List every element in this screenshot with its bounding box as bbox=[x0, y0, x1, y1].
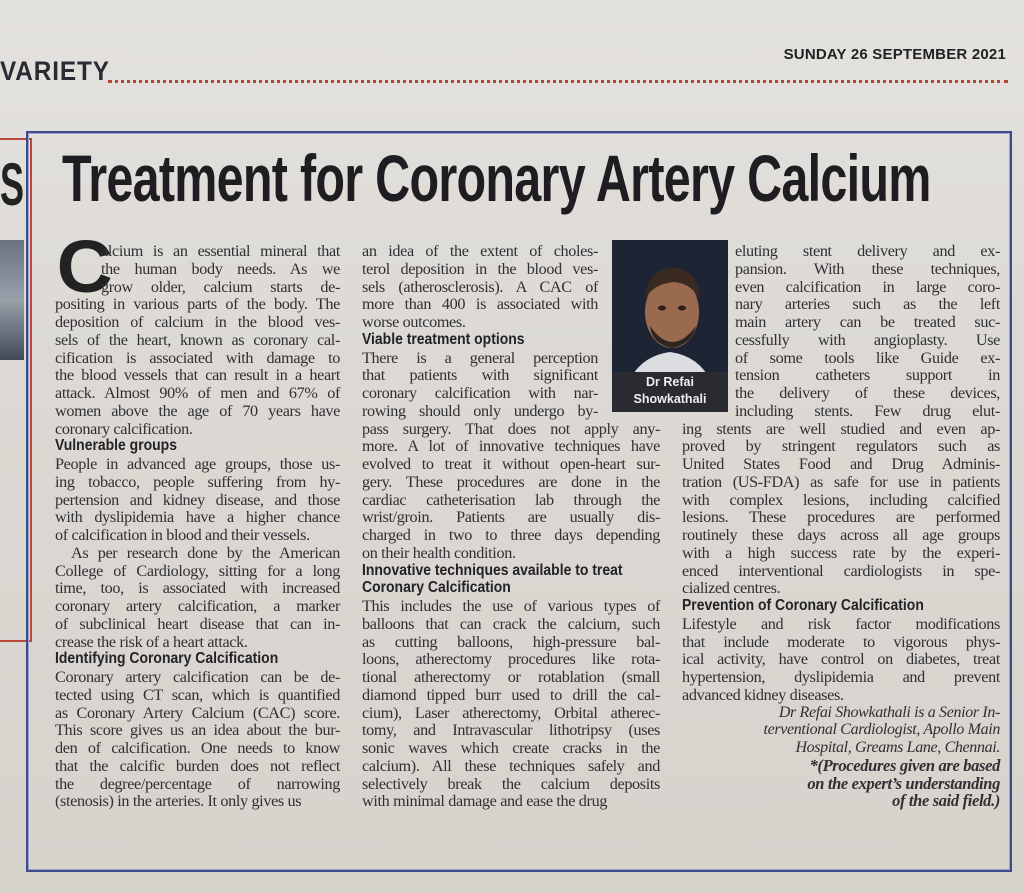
disclaimer-line: *(Procedures given are based bbox=[809, 755, 1000, 775]
body-text-line: with complex lesions, including calcified bbox=[682, 490, 1000, 509]
section-heading: Identifying Coronary Calcification bbox=[55, 650, 279, 668]
body-text-line: People in advanced age groups, those us- bbox=[55, 455, 340, 473]
body-text-line: worse outcomes. bbox=[362, 313, 466, 331]
body-text-line: evolved to treat it without open-heart sur- bbox=[362, 455, 660, 473]
body-text-line: as Coronary Artery Calcium (CAC) score. bbox=[55, 703, 340, 722]
body-text-line: This includes the use of various types of bbox=[362, 597, 660, 615]
body-text-line: cification is associated with damage to bbox=[55, 348, 340, 367]
body-text-line: routinely these days across all age groups bbox=[682, 526, 1000, 544]
body-text-line: sels of the heart, known as coronary cal- bbox=[55, 330, 340, 349]
body-text-line: diamond tipped burr used to drill the cal- bbox=[362, 685, 660, 704]
body-text-line: attack. Almost 90% of men and 67% of bbox=[55, 384, 340, 402]
adjacent-article-title-fragment: S bbox=[0, 151, 25, 218]
body-text-line: that include moderate to vigorous phys- bbox=[682, 632, 1000, 651]
body-text-line: with dyslipidemia have a higher chance bbox=[55, 508, 340, 527]
section-heading: Prevention of Coronary Calcification bbox=[682, 597, 924, 614]
author-bio-line: terventional Cardiologist, Apollo Main bbox=[763, 721, 1000, 739]
caption-line: Dr Refai bbox=[646, 375, 694, 389]
body-text-line: women above the age of 70 years have bbox=[55, 401, 340, 420]
body-text-line: cialized centres. bbox=[682, 579, 781, 598]
section-heading: Vulnerable groups bbox=[55, 437, 177, 455]
author-bio-line: Dr Refai Showkathali is a Senior In- bbox=[778, 703, 1000, 721]
body-text-line: proved by stringent regulators such as bbox=[682, 437, 1000, 456]
body-text-line: Lifestyle and risk factor modifications bbox=[682, 614, 1000, 633]
body-text-line: ing stents are well studied and even ap- bbox=[682, 419, 1000, 438]
body-text-line: Coronary artery calcification can be de- bbox=[55, 668, 340, 686]
body-text-line: tension catheters support in bbox=[735, 366, 1000, 385]
body-text-line: sels (atherosclerosis). A CAC of bbox=[362, 277, 598, 296]
body-text-line: with minimal damage and ease the drug bbox=[362, 792, 608, 811]
body-text-line: of calcification in blood and their vessels. bbox=[55, 526, 310, 544]
publication-date: SUNDAY 26 SEPTEMBER 2021 bbox=[783, 46, 1006, 63]
body-text-line: loons, atherectomy procedures like rota- bbox=[362, 650, 660, 669]
drop-cap: C bbox=[56, 225, 113, 308]
body-text-line: This score gives us an idea about the bur- bbox=[55, 721, 340, 740]
body-text-line: ing tobacco, people suffering from hy- bbox=[55, 472, 340, 491]
body-text-line: cium), Laser atherectomy, Orbital atherec- bbox=[362, 703, 660, 722]
body-text-line: deposition of calcium in the blood ves- bbox=[55, 313, 340, 331]
body-text-line: tected using CT scan, which is quantified bbox=[55, 685, 340, 704]
body-text-line: tomy, and Intravascular lithotripsy (uses bbox=[362, 721, 660, 740]
body-text-line: calcium). All these techniques safely and bbox=[362, 756, 660, 775]
body-text-line: grow older, calcium starts de- bbox=[101, 277, 340, 296]
body-text-line: College of Cardiology, sitting for a long bbox=[55, 561, 340, 580]
body-text-line: of some tools like Guide ex- bbox=[735, 348, 1000, 367]
body-text-line: pertension and kidney disease, and those bbox=[55, 490, 340, 509]
body-text-line: the blood vessels that can result in a heart bbox=[55, 366, 340, 385]
body-text-line: ical activity, have control on diabetes, treat bbox=[682, 650, 1000, 669]
body-text-line: on their health condition. bbox=[362, 543, 516, 562]
body-text-line: coronary artery calcification, a marker bbox=[55, 597, 340, 615]
section-heading: Coronary Calcification bbox=[362, 579, 511, 597]
body-text-line: the delivery of these devices, bbox=[735, 384, 1000, 402]
body-text-line: with a high success rate by the experi- bbox=[682, 543, 1000, 562]
body-text-line: lesions. These procedures are performed bbox=[682, 508, 1000, 527]
body-text-line: that the calcific burden does not reflect bbox=[55, 756, 340, 775]
body-text-line: cardiac catheterisation lab through the bbox=[362, 490, 660, 509]
body-text-line: crease the risk of a heart attack. bbox=[55, 632, 248, 651]
body-text-line: As per research done by the American bbox=[71, 543, 340, 562]
body-text-line: alcium is an essential mineral that bbox=[101, 242, 340, 260]
body-text-line: tration (US-FDA) as safe for use in patients bbox=[682, 472, 1000, 491]
caption-line: Showkathali bbox=[633, 392, 707, 406]
disclaimer-line: on the expert’s understanding bbox=[807, 773, 1000, 793]
article-title: Treatment for Coronary Artery Calcium bbox=[62, 141, 931, 215]
body-text-line: terol deposition in the blood ves- bbox=[362, 259, 598, 278]
body-text-line: more. A lot of innovative techniques have bbox=[362, 437, 660, 456]
body-text-line: (stenosis) in the arteries. It only gives us bbox=[55, 792, 302, 811]
disclaimer-line: of the said field.) bbox=[892, 791, 1000, 811]
body-text-line: den of calcification. One needs to know bbox=[55, 739, 340, 757]
adjacent-article-image bbox=[0, 240, 24, 360]
section-heading: Viable treatment options bbox=[362, 330, 525, 348]
body-text-line: United States Food and Drug Adminis- bbox=[682, 455, 1000, 473]
body-text-line: gery. These procedures are done in the bbox=[362, 472, 660, 491]
body-text-line: tional atherectomy or rotablation (small bbox=[362, 668, 660, 686]
body-text-line: of subclinical heart disease that can in- bbox=[55, 614, 340, 633]
body-text-line: selectively break the calcium deposits bbox=[362, 774, 660, 793]
body-text-line: as cutting balloons, high-pressure bal- bbox=[362, 632, 660, 651]
body-text-line: advanced kidney diseases. bbox=[682, 685, 844, 704]
body-text-line: including stents. Few drug elut- bbox=[735, 401, 1000, 420]
author-bio-line: Hospital, Greams Lane, Chennai. bbox=[795, 739, 1000, 756]
body-text-line: that patients with significant bbox=[362, 366, 598, 385]
body-text-line: positing in various parts of the body. The bbox=[55, 295, 340, 314]
body-text-line: nary arteries such as the left bbox=[735, 295, 1000, 314]
body-text-line: time, too, is associated with increased bbox=[55, 579, 340, 598]
body-text-line: even calcification in large coro- bbox=[735, 277, 1000, 296]
body-text-line: eluting stent delivery and ex- bbox=[735, 242, 1000, 260]
body-text-line: more than 400 is associated with bbox=[362, 295, 598, 314]
body-text-line: main artery can be treated suc- bbox=[735, 313, 1000, 331]
body-text-line: There is a general perception bbox=[362, 348, 598, 367]
dotted-divider bbox=[108, 80, 1008, 83]
body-text-line: rowing should only undergo by- bbox=[362, 401, 598, 420]
body-text-line: pass surgery. That does not apply any- bbox=[362, 419, 660, 438]
body-text-line: an idea of the extent of choles- bbox=[362, 242, 598, 260]
body-text-line: coronary calcification with nar- bbox=[362, 384, 598, 402]
section-header: VARIETY bbox=[0, 56, 110, 86]
body-text-line: wrist/groin. Patients are usually dis- bbox=[362, 508, 660, 527]
body-text-line: charged in two to three days depending bbox=[362, 526, 660, 544]
body-text-line: coronary calcification. bbox=[55, 419, 193, 438]
section-heading: Innovative techniques available to treat bbox=[362, 561, 623, 579]
body-text-line: sonic waves which create cracks in the bbox=[362, 739, 660, 757]
body-text-line: enced interventional cardiologists in spe- bbox=[682, 561, 1000, 580]
photo-caption bbox=[612, 372, 728, 412]
body-text-line: the degree/percentage of narrowing bbox=[55, 774, 340, 793]
body-text-line: balloons that can crack the calcium, such bbox=[362, 614, 660, 633]
body-text-line: pansion. With these techniques, bbox=[735, 259, 1000, 278]
body-text-line: hypertension, dyslipidemia and prevent bbox=[682, 668, 1000, 686]
body-text-line: cessfully with angioplasty. Use bbox=[735, 330, 1000, 349]
body-text-line: the human body needs. As we bbox=[101, 259, 340, 278]
